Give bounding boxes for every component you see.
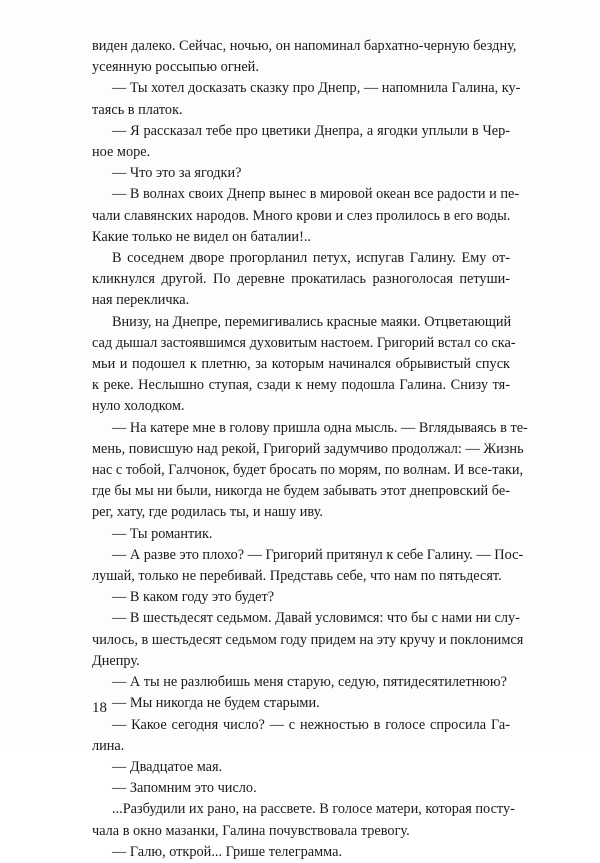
text-line: лушай, только не перебивай. Представь себе, что нам по пятьдесят. <box>92 568 502 585</box>
text-line: Внизу, на Днепре, перемигивались красные маяки. Отцветающий <box>112 313 512 330</box>
text-line: чали славянских народов. Много крови и слез пролилось в его воды. <box>92 207 511 224</box>
text-line: — Мы никогда не будем старыми. <box>112 695 320 712</box>
text-line: чилось, в шестьдесят седьмом году придем на эту кручу и поклонимся <box>92 631 524 648</box>
text-line: кликнулся другой. По деревне прокатилась разноголосая петуши- <box>92 271 510 288</box>
text-line: усеянную россыпью огней. <box>92 59 259 76</box>
text-line: Днепру. <box>92 652 140 669</box>
text-line: лина. <box>92 737 125 754</box>
text-line: — Ты хотел досказать сказку про Днепр, — напомнила Галина, ку- <box>112 80 521 97</box>
text-line: рег, хату, где родилась ты, и нашу иву. <box>92 504 323 521</box>
text-line: ...Разбудили их рано, на рассвете. В голосе матери, которая посту- <box>112 801 515 818</box>
text-line: нуло холодком. <box>92 398 185 415</box>
text-line: виден далеко. Сейчас, ночью, он напоминал бархатно-черную бездну, <box>92 38 517 54</box>
text-line: — В каком году это будет? <box>112 589 275 606</box>
text-line: таясь в платок. <box>92 101 183 118</box>
text-line: чала в окно мазанки, Галина почувствовала тревогу. <box>92 822 410 839</box>
text-line: Какие только не видел он баталии!.. <box>92 228 311 245</box>
page-number: 18 <box>92 700 107 716</box>
text-line: — Галю, открой... Грише телеграмма. <box>112 843 343 860</box>
text-line: В соседнем дворе прогорланил петух, испугав Галину. Ему от- <box>112 250 510 267</box>
text-line: — На катере мне в голову пришла одна мысль. — Вглядываясь в те- <box>112 419 528 436</box>
text-line: — Ты романтик. <box>112 525 213 542</box>
text-line: где бы мы ни были, никогда не будем забывать этот днепровский бе- <box>92 483 510 500</box>
text-line: мень, повисшую над рекой, Григорий задумчиво продолжал: — Жизнь <box>92 440 524 457</box>
text-line: сад дышал застоявшимся духовитым настоем. Григорий встал со ска- <box>92 334 516 351</box>
text-line: к реке. Неслышно ступая, сзади к нему подошла Галина. Снизу тя- <box>92 377 510 394</box>
text-line: — Двадцатое мая. <box>112 758 223 775</box>
text-line: — В шестьдесят седьмом. Давай условимся: что бы с нами ни слу- <box>112 610 520 627</box>
text-line: нас с тобой, Галчонок, будет бросать по морям, по волнам. И все-таки, <box>92 462 524 479</box>
text-line: — Какое сегодня число? — с нежностью в голосе спросила Га- <box>112 716 510 733</box>
text-line: — Запомним это число. <box>112 780 257 797</box>
text-line: — Что это за ягодки? <box>112 165 242 182</box>
text-line: — А разве это плохо? — Григорий притянул к себе Галину. — Пос- <box>112 546 524 563</box>
text-line: — Я рассказал тебе про цветики Днепра, а ягодки уплыли в Чер- <box>112 122 510 139</box>
body-text <box>92 36 528 863</box>
text-line: ное море. <box>92 144 151 161</box>
text-line: — А ты не разлюбишь меня старую, седую, пятидесятилетнюю? <box>112 674 507 691</box>
text-line: — В волнах своих Днепр вынес в мировой океан все радости и пе- <box>112 186 520 203</box>
text-line: ная перекличка. <box>92 292 190 309</box>
text-line: мьи и подошел к плетню, за которым начинался обрывистый спуск <box>92 356 510 373</box>
